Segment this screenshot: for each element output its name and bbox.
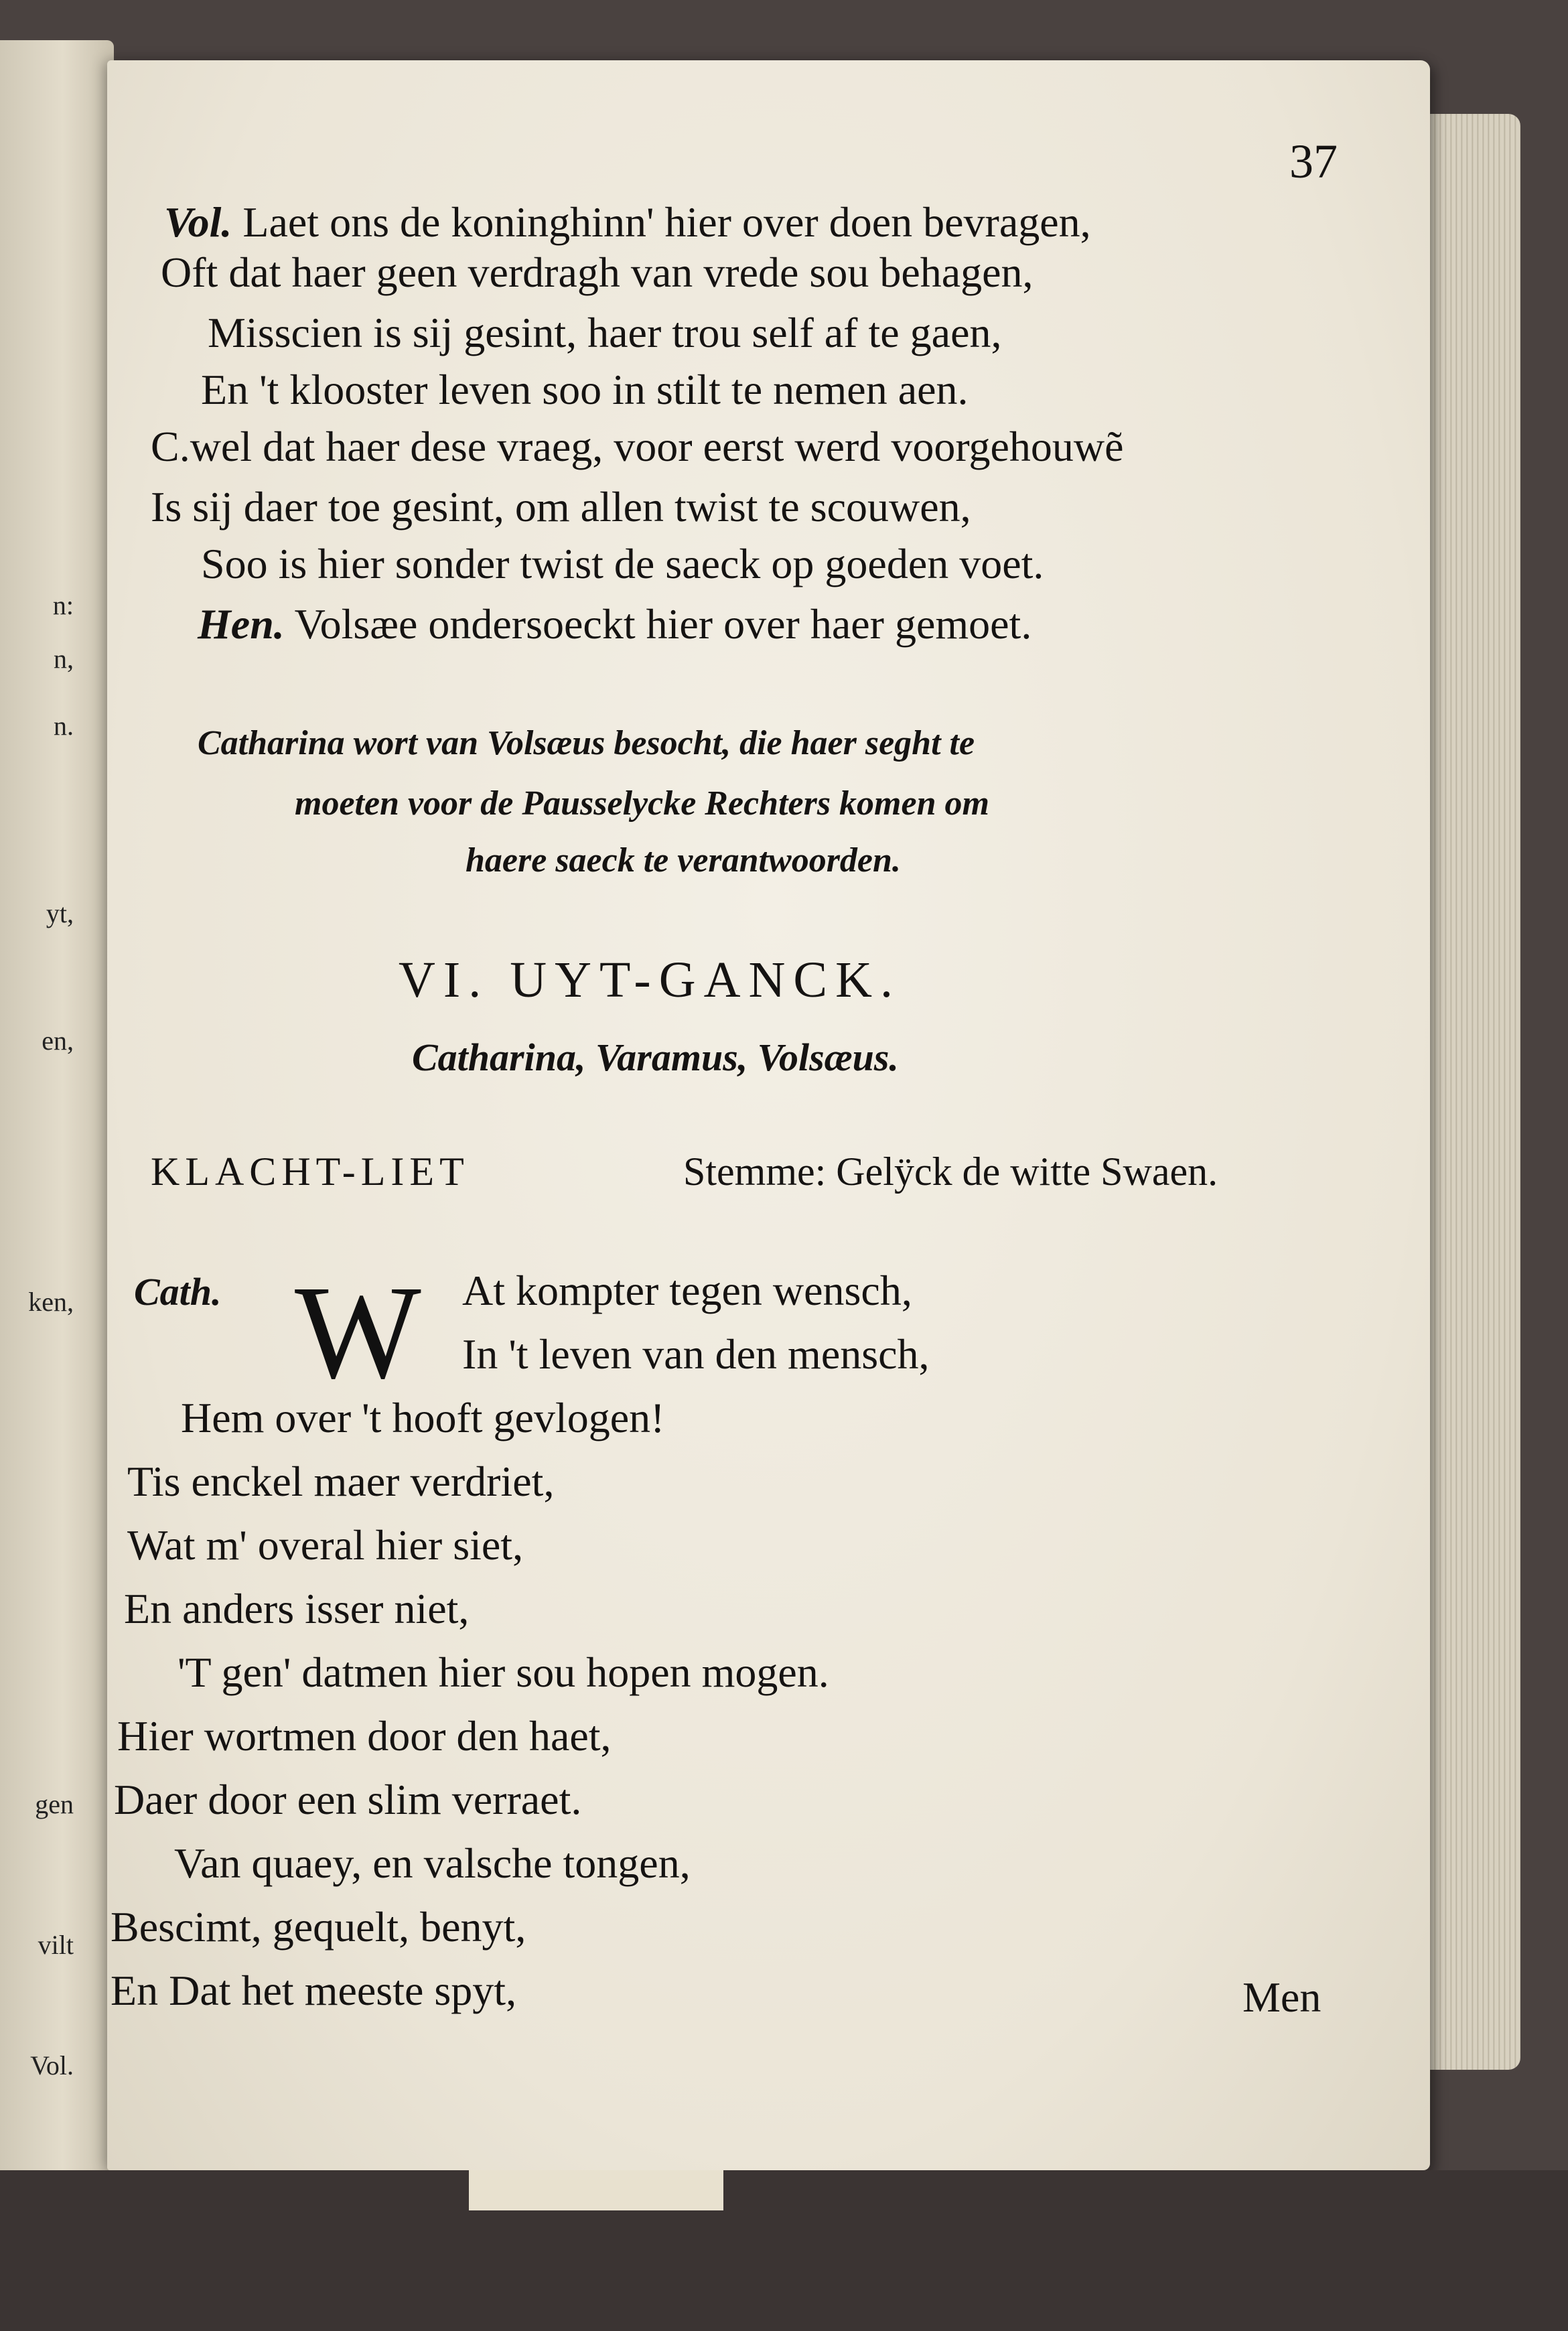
paper-tab: [469, 2170, 723, 2210]
stage-direction-line: haere saeck te verantwoorden.: [466, 841, 901, 879]
speaker-label: C.: [151, 423, 190, 470]
line-text: En 't klooster leven soo in stilt te nemen aen.: [201, 366, 969, 413]
scene-heading: VI. UYT-GANCK.: [399, 952, 901, 1008]
dialogue-line: [201, 365, 969, 415]
dialogue-line: [151, 422, 1124, 472]
dialogue-line: [161, 248, 1034, 297]
dialogue-line: [201, 539, 1044, 589]
dialogue-line: [208, 308, 1001, 358]
stage-direction-line: moeten voor de Pausselycke Rechters komen om: [295, 784, 989, 823]
page-number: 37: [1289, 135, 1338, 188]
left-page-fragment: ken,: [28, 1287, 74, 1317]
left-page-fragment: Vol.: [30, 2050, 74, 2080]
song-line: En anders isser niet,: [124, 1585, 470, 1632]
dialogue-line: [151, 482, 971, 532]
stage-direction-line: Catharina wort van Volsæus besocht, die haer seght te: [198, 724, 975, 762]
dialogue-line: [164, 198, 1091, 247]
left-page-fragment: n.: [54, 711, 74, 741]
left-page-fragment: vilt: [38, 1930, 74, 1960]
line-text: Soo is hier sonder twist de saeck op goeden voet.: [201, 540, 1044, 587]
song-title: KLACHT-LIET: [151, 1149, 470, 1194]
line-text: wel dat haer dese vraeg, voor eerst werd voorgehouwẽ: [190, 423, 1124, 470]
song-line: Van quaey, en valsche tongen,: [174, 1839, 691, 1887]
song-line: En Dat het meeste spyt,: [111, 1967, 517, 2014]
line-text: Volsæe ondersoeckt hier over haer gemoet.: [294, 600, 1032, 648]
left-page-fragment: n,: [54, 644, 74, 674]
song-line: In 't leven van den mensch,: [462, 1330, 930, 1378]
speaker-label: Vol.: [164, 198, 232, 246]
song-line: 'T gen' datmen hier sou hopen mogen.: [177, 1648, 829, 1696]
song-line: At kompter tegen wensch,: [462, 1267, 912, 1314]
line-text: Misscien is sij gesint, haer trou self af te gaen,: [208, 309, 1002, 356]
song-line: Hem over 't hooft gevlogen!: [181, 1394, 665, 1441]
line-text: Is sij daer toe gesint, om allen twist te scouwen,: [151, 483, 971, 531]
song-line: Bescimt, gequelt, benyt,: [111, 1903, 526, 1951]
left-page-fragment: en,: [42, 1026, 74, 1056]
background-cloth: [0, 2170, 1568, 2331]
catchword: Men: [1242, 1973, 1322, 2021]
song-line: Wat m' overal hier siet,: [127, 1521, 524, 1569]
song-line: Tis enckel maer verdriet,: [127, 1458, 555, 1505]
left-page-fragment: n:: [52, 590, 74, 620]
song-tune: Stemme: Gelÿck de witte Swaen.: [683, 1149, 1218, 1194]
song-speaker: Cath.: [134, 1270, 222, 1314]
speaker-label: Hen.: [198, 600, 285, 648]
page-edges: [1420, 114, 1520, 2070]
song-line: Daer door een slim verraet.: [114, 1776, 582, 1823]
song-line: Hier wortmen door den haet,: [117, 1712, 612, 1760]
line-text: Laet ons de koninghinn' hier over doen bevragen,: [242, 198, 1091, 246]
left-page-fragment: gen: [35, 1789, 74, 1819]
scene-characters: Catharina, Varamus, Volsæus.: [412, 1036, 899, 1079]
left-page-fragment: yt,: [46, 898, 74, 928]
drop-cap: W: [295, 1259, 421, 1407]
line-text: Oft dat haer geen verdragh van vrede sou behagen,: [161, 249, 1034, 296]
dialogue-line: [198, 599, 1031, 649]
